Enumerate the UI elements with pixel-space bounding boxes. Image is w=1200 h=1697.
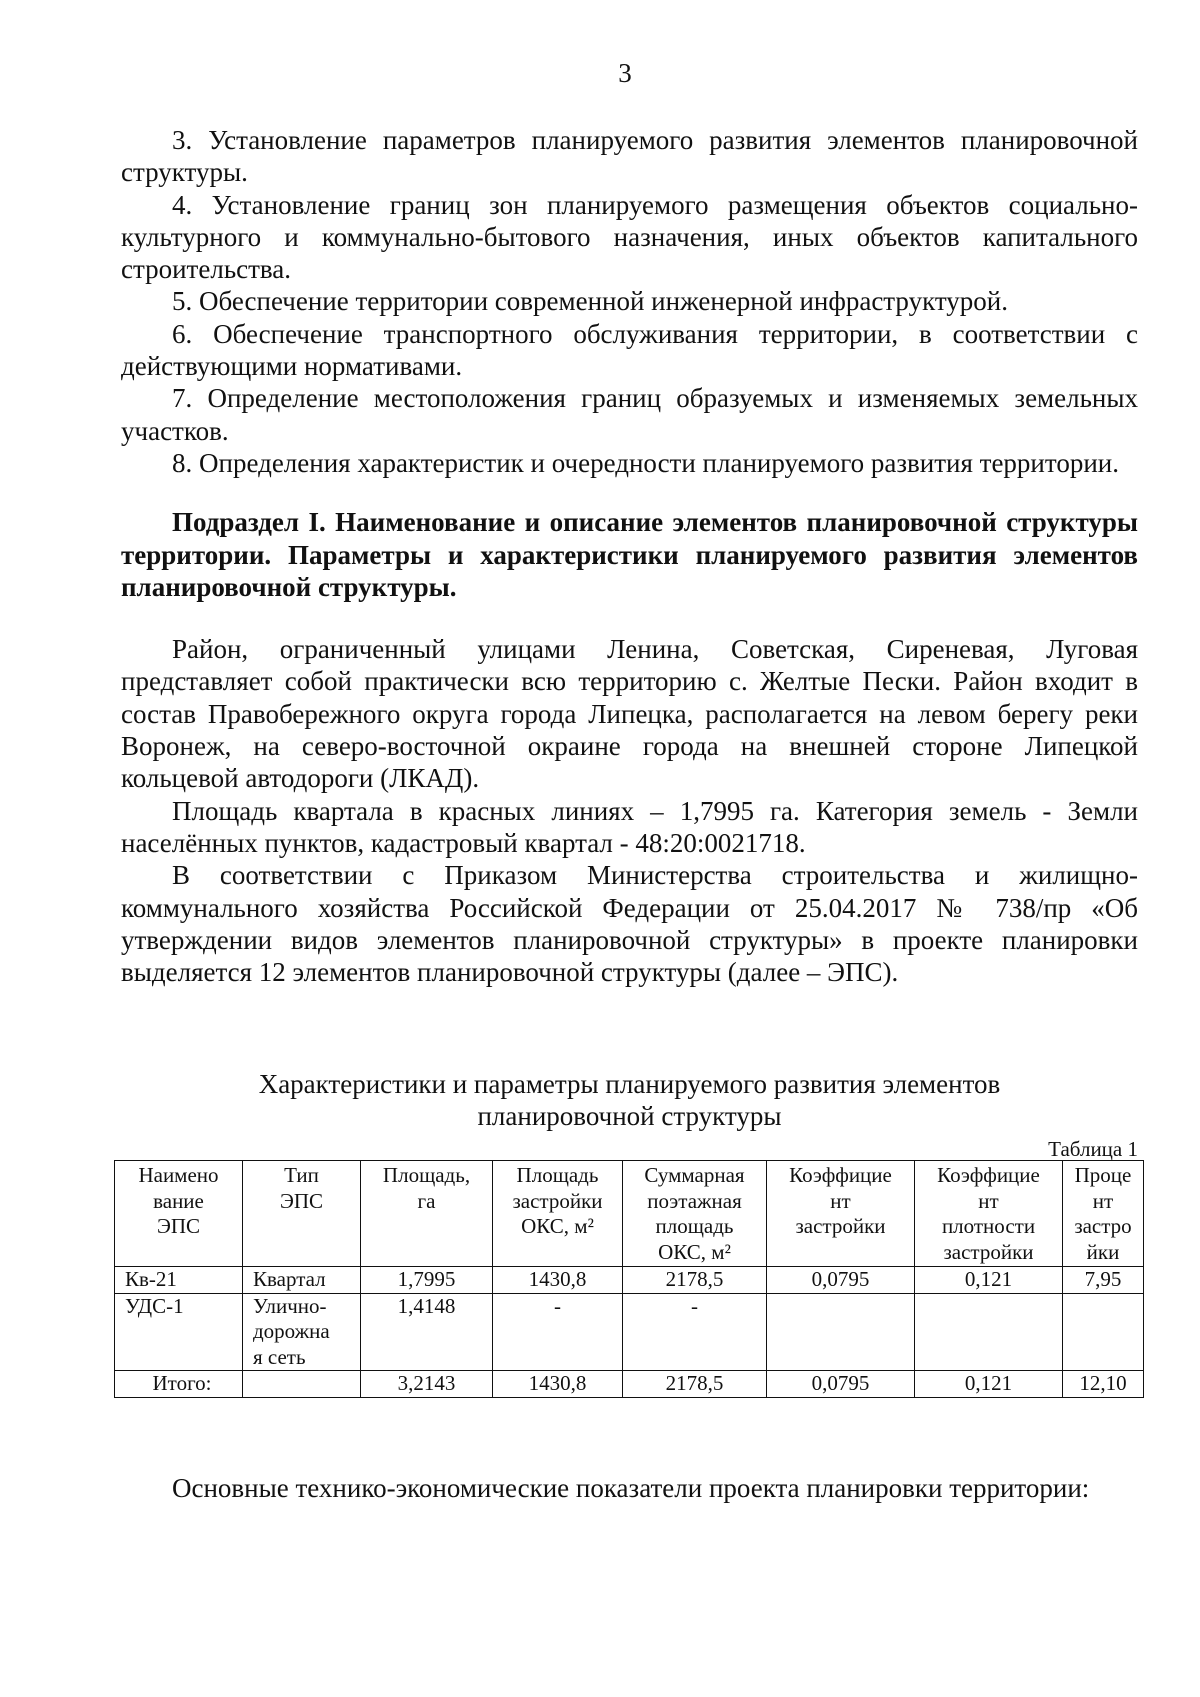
list-item: 7. Определение местоположения границ образуемых и изменяемых земельных участков. [121, 383, 1138, 446]
header-line: Проце [1074, 1163, 1132, 1187]
cell-line: Улично- [253, 1293, 327, 1318]
table-header-cell [915, 1161, 1063, 1267]
cell-eps-type [243, 1293, 361, 1371]
section-heading: Подраздел I. Наименование и описание элементов планировочной структуры территории. Параметры и характеристики планируемого развития элементов планировочной структуры. [121, 507, 1138, 602]
cell-area: 1,7995 [361, 1267, 493, 1294]
cell-eps-name: УДС-1 [115, 1293, 243, 1371]
cell-coef-build: 0,0795 [767, 1371, 915, 1398]
cell-line: Квартал [253, 1267, 326, 1291]
eps-table [114, 1160, 1144, 1398]
header-line: Коэффицие [937, 1163, 1040, 1187]
header-line: Наимено [138, 1163, 219, 1187]
paragraph: Площадь квартала в красных линиях – 1,7995 га. Категория земель - Земли населённых пунктов, кадастровый квартал - 48:20:0021718. [121, 795, 1138, 858]
table-header-cell [361, 1161, 493, 1267]
table-caption [121, 1068, 1138, 1132]
cell-coef-build [767, 1293, 915, 1371]
header-line: Тип [284, 1163, 319, 1187]
header-line: нт [830, 1188, 851, 1213]
cell-floor-area: - [623, 1293, 767, 1371]
list-item: 6. Обеспечение транспортного обслуживания территории, в соответствии с действующими нормативами. [121, 318, 1138, 382]
header-line: ОКС, м² [521, 1214, 594, 1238]
header-line: застройки [512, 1188, 603, 1213]
cell-percent: 12,10 [1063, 1371, 1144, 1398]
list-item: 3. Установление параметров планируемого развития элементов планировочной структуры. [121, 125, 1138, 188]
header-line: йки [1086, 1239, 1120, 1264]
cell-eps-name: Итого: [115, 1371, 243, 1398]
header-line: ЭПС [156, 1214, 201, 1238]
cell-line [253, 1371, 357, 1397]
header-line: площадь [655, 1214, 734, 1238]
table-header-row [115, 1161, 1144, 1267]
cell-coef-density [915, 1293, 1063, 1371]
cell-eps-name: Кв-21 [115, 1267, 243, 1294]
cell-build-area: - [493, 1293, 623, 1371]
cell-area: 1,4148 [361, 1293, 493, 1371]
header-line: вание [153, 1188, 204, 1213]
header-line: ОКС, м² [658, 1239, 731, 1264]
cell-coef-density: 0,121 [915, 1267, 1063, 1294]
header-line: Площадь [516, 1163, 599, 1187]
header-line: Суммарная [644, 1163, 745, 1187]
header-line: застройки [795, 1214, 886, 1238]
table-header-cell [493, 1161, 623, 1267]
header-line: застройки [943, 1239, 1034, 1264]
table-header-cell [623, 1161, 767, 1267]
paragraph: Район, ограниченный улицами Ленина, Советская, Сиреневая, Луговая представляет собой практически всю территорию с. Желтые Пески. Район входит в состав Правобережного округа города Липецка, располагается на левом берегу реки Воронеж, на северо-восточной окраине города на внешней стороне Липецкой кольцевой автодороги (ЛКАД). [121, 634, 1138, 794]
table-header-cell [243, 1161, 361, 1267]
paragraph: В соответствии с Приказом Министерства строительства и жилищно-коммунального хозяйства Российской Федерации от 25.04.2017 № 738/пр «Об утверждении видов элементов планировочной структуры» в проекте планировки выделяется 12 элементов планировочной структуры (далее – ЭПС). [121, 860, 1138, 988]
cell-line: я сеть [253, 1344, 306, 1369]
document-body [121, 124, 1138, 988]
cell-eps-type [243, 1371, 361, 1398]
cell-build-area: 1430,8 [493, 1371, 623, 1398]
header-line: застро [1074, 1214, 1132, 1238]
table-row [115, 1371, 1144, 1398]
list-item: 8. Определения характеристик и очередности планируемого развития территории. [172, 447, 1119, 478]
cell-percent: 7,95 [1063, 1267, 1144, 1294]
cell-area: 3,2143 [361, 1371, 493, 1398]
header-line: Площадь, [382, 1163, 471, 1187]
header-line: поэтажная [647, 1188, 742, 1213]
header-line: плотности [941, 1214, 1036, 1238]
list-item: 4. Установление границ зон планируемого размещения объектов социально-культурного и коммунально-бытового назначения, иных объектов капитального строительства. [121, 189, 1138, 285]
table-header-cell [115, 1161, 243, 1267]
cell-percent [1063, 1293, 1144, 1371]
table-header-cell [1063, 1161, 1144, 1267]
table-row [115, 1293, 1144, 1371]
table-row [115, 1267, 1144, 1294]
header-line: нт [978, 1188, 999, 1213]
cell-coef-density: 0,121 [915, 1371, 1063, 1398]
summary-line: Основные технико-экономические показатели проекта планировки территории: [172, 1473, 1090, 1503]
cell-floor-area: 2178,5 [623, 1267, 767, 1294]
table-caption-line: планировочной структуры [477, 1101, 782, 1131]
header-line: нт [1092, 1188, 1114, 1213]
header-line: га [417, 1188, 436, 1213]
cell-build-area: 1430,8 [493, 1267, 623, 1294]
table-label: Таблица 1 [1048, 1137, 1138, 1161]
list-item: 5. Обеспечение территории современной инженерной инфраструктурой. [172, 286, 1008, 317]
header-line: Коэффицие [789, 1163, 892, 1187]
header-line: ЭПС [279, 1188, 324, 1213]
cell-floor-area: 2178,5 [623, 1371, 767, 1398]
page-number: 3 [618, 58, 632, 88]
cell-eps-type [243, 1267, 361, 1294]
cell-coef-build: 0,0795 [767, 1267, 915, 1294]
table-caption-line: Характеристики и параметры планируемого развития элементов [258, 1069, 1001, 1099]
cell-line: дорожна [253, 1319, 330, 1343]
table-header-cell [767, 1161, 915, 1267]
spacer [121, 603, 1138, 633]
